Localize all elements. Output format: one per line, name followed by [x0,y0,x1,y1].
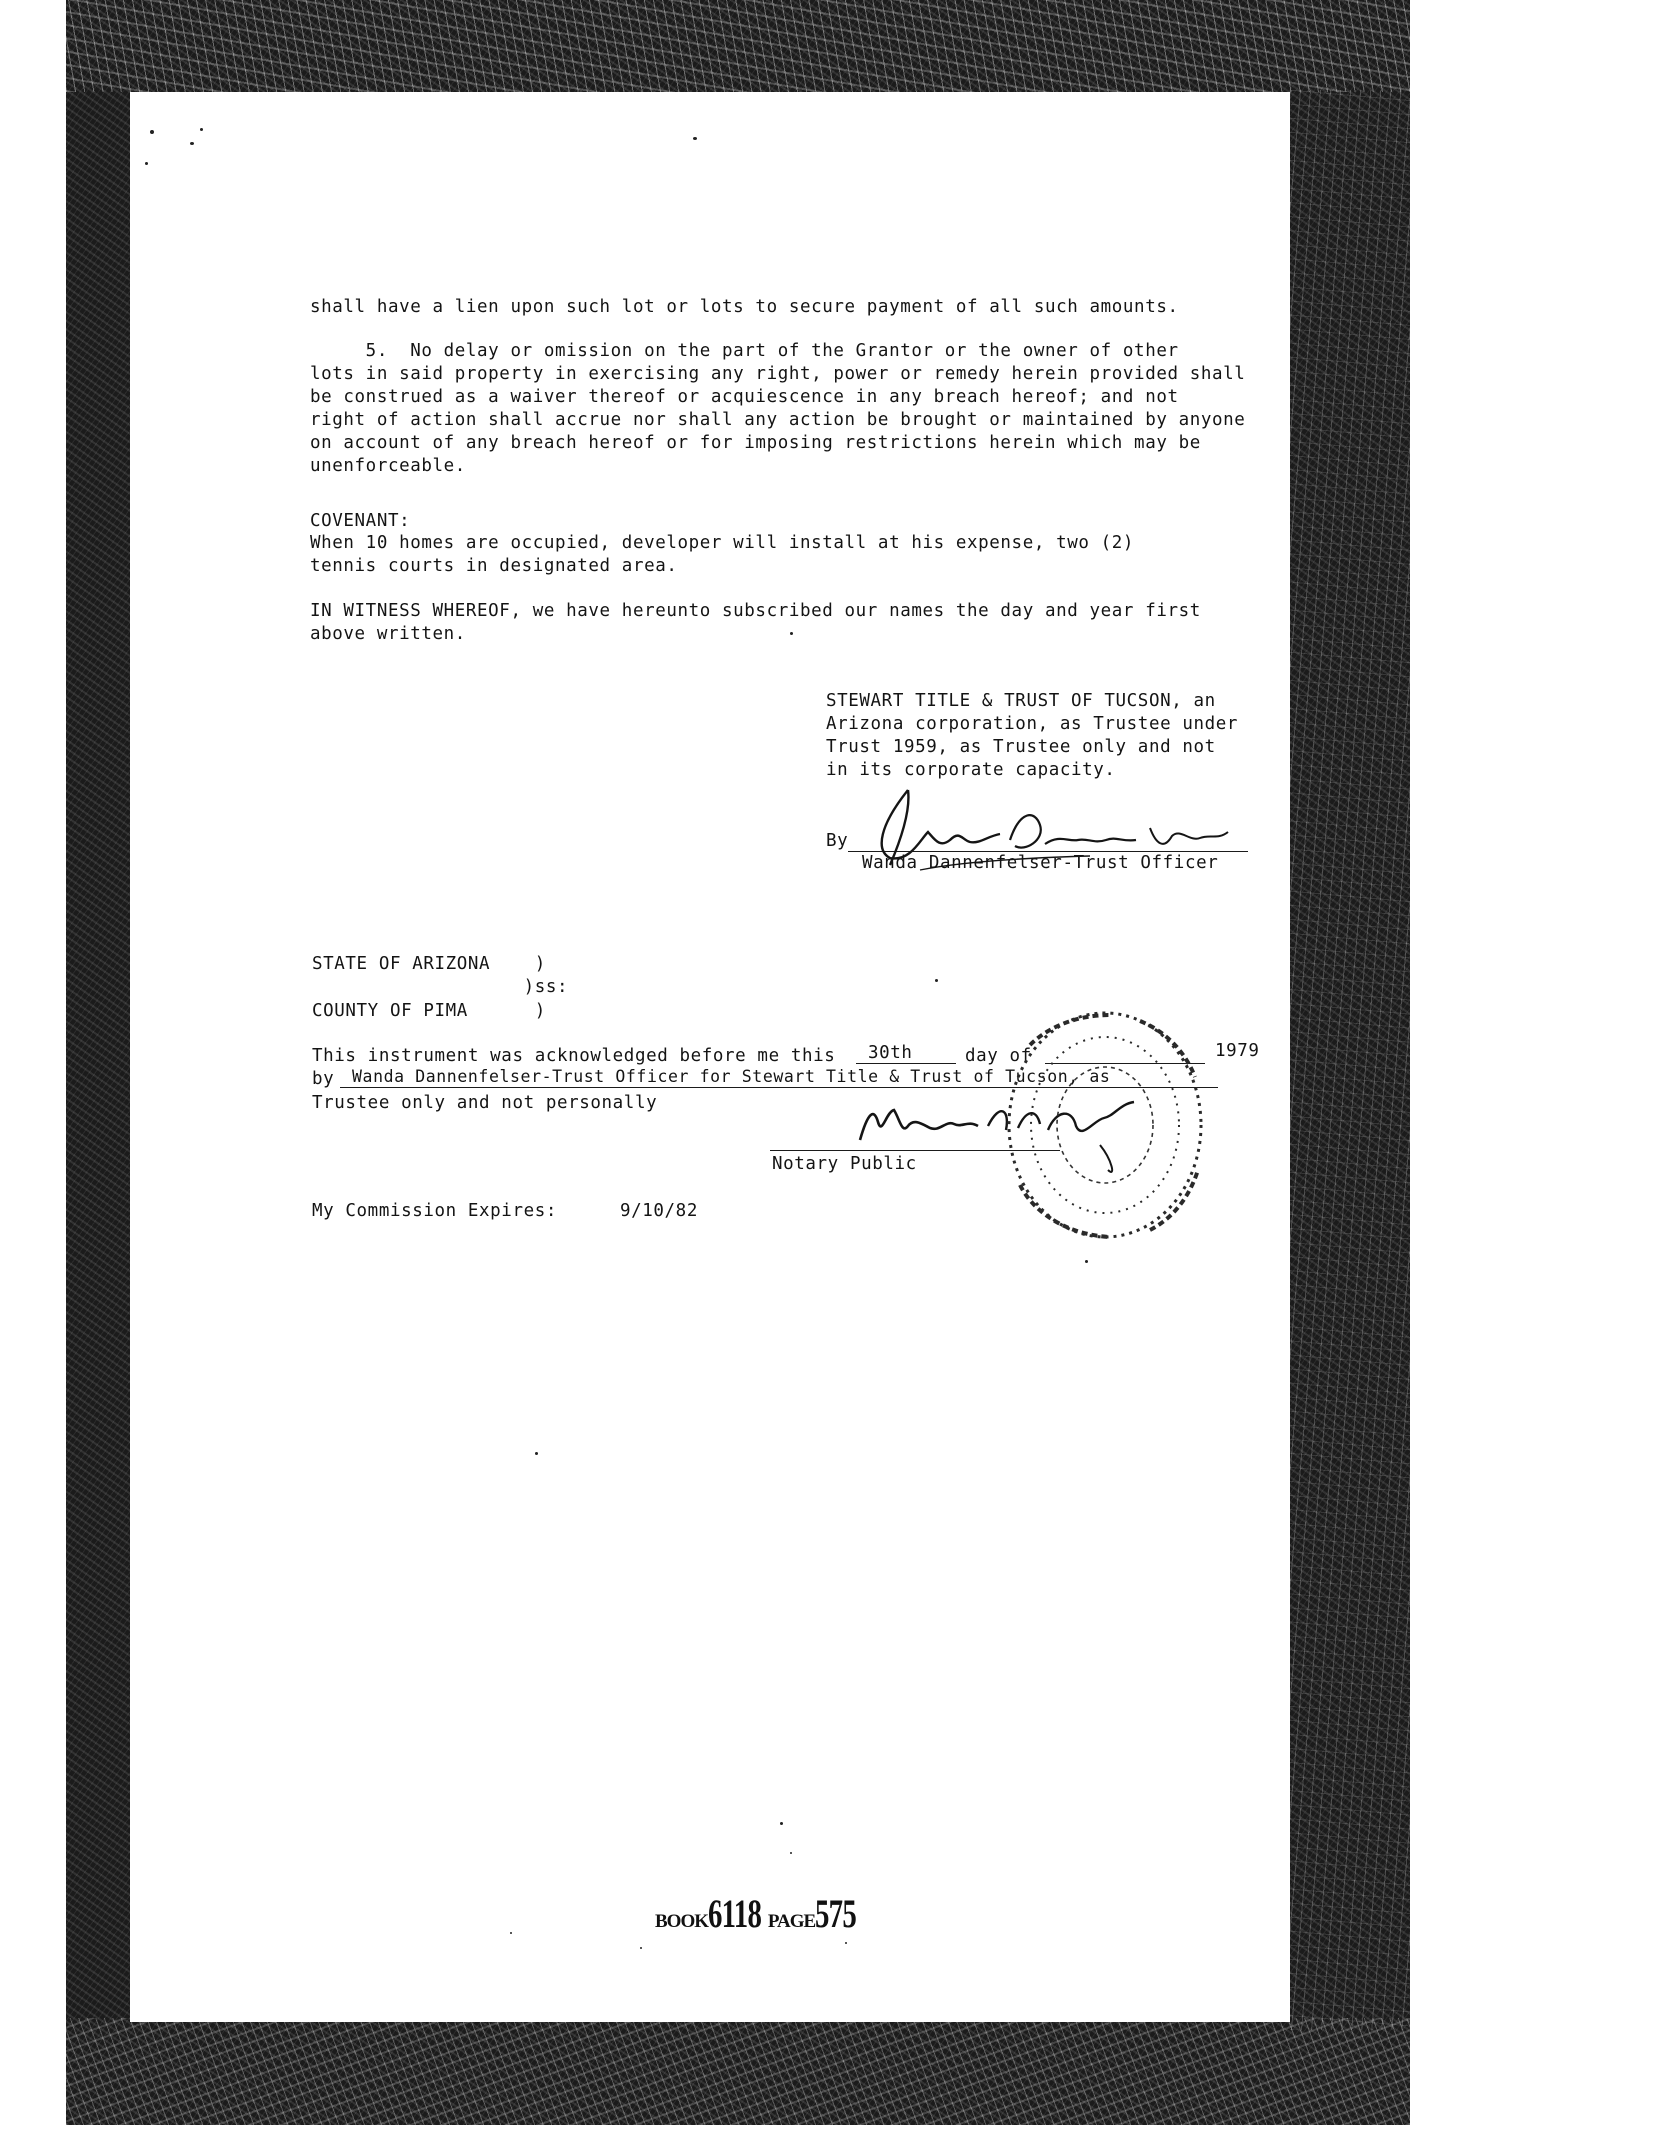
covenant-heading: COVENANT: [310,511,411,531]
page-number: 575 [815,1891,857,1936]
scan-speck [200,128,203,131]
by-label: By [826,831,849,851]
witness-line: above written. [310,624,466,644]
scan-speck [145,162,148,165]
acknowledgment-by-text: Wanda Dannenfelser-Trust Officer for Stewart Title & Trust of Tucson, as [352,1067,1111,1086]
covenant-line: When 10 homes are occupied, developer will install at his expense, two (2) [310,533,1135,553]
commission-date: 9/10/82 [620,1201,698,1221]
trustee-line: Trustee only and not personally [312,1093,658,1113]
scan-speck [640,1947,642,1949]
covenant-line: tennis courts in designated area. [310,556,678,576]
book-label: BOOK [655,1911,709,1932]
paragraph-5-line: right of action shall accrue nor shall any action be brought or maintained by anyone [310,410,1246,430]
commission-label: My Commission Expires: [312,1201,557,1221]
scan-speck [790,1852,792,1854]
recording-reference [655,1890,872,1937]
border-noise-right [1290,90,1410,2030]
book-number: 6118 [708,1891,762,1936]
venue-ss: )ss: [312,977,569,997]
acknowledgment-day-of: day of [965,1046,1032,1066]
grantor-line: STEWART TITLE & TRUST OF TUCSON, an [826,691,1216,711]
scan-speck [510,1932,512,1934]
paragraph-5-line: unenforceable. [310,456,466,476]
scan-speck [780,1822,783,1825]
paragraph-5-line: lots in said property in exercising any right, power or remedy herein provided shall [310,364,1246,384]
paragraph-5-line: be construed as a waiver thereof or acquiescence in any breach hereof; and not [310,387,1179,407]
acknowledgment-prefix: This instrument was acknowledged before me this [312,1046,836,1066]
acknowledgment-day: 30th [868,1043,913,1063]
paragraph-5-line: 5. No delay or omission on the part of the Grantor or the owner of other [310,341,1179,361]
scan-speck [845,1942,847,1944]
venue-state: STATE OF ARIZONA ) [312,954,546,974]
signer-name: Wanda Dannenfelser-Trust Officer [862,853,1219,873]
acknowledgment-by-prefix: by [312,1069,335,1089]
witness-line: IN WITNESS WHEREOF, we have hereunto subscribed our names the day and year first [310,601,1201,621]
grantor-line: in its corporate capacity. [826,760,1116,780]
scan-speck [935,979,938,982]
grantor-line: Trust 1959, as Trustee only and not [826,737,1216,757]
day-underline [856,1063,956,1064]
notary-public-label: Notary Public [772,1154,917,1174]
border-noise-top [66,0,1410,92]
grantor-line: Arizona corporation, as Trustee under [826,714,1239,734]
page-label: PAGE [767,1911,816,1932]
venue-county: COUNTY OF PIMA ) [312,1001,546,1021]
paragraph-5-line: on account of any breach hereof or for imposing restrictions herein which may be [310,433,1201,453]
scan-speck [535,1452,538,1455]
acknowledgment-year: 1979 [1215,1041,1260,1061]
scan-speck [190,142,194,145]
notary-seal [990,985,1230,1275]
text-lien-line: shall have a lien upon such lot or lots to secure payment of all such amounts. [310,297,1179,317]
scan-speck [693,137,697,140]
scan-speck [150,130,154,134]
border-noise-bottom [66,2018,1410,2125]
scan-speck [790,632,793,635]
